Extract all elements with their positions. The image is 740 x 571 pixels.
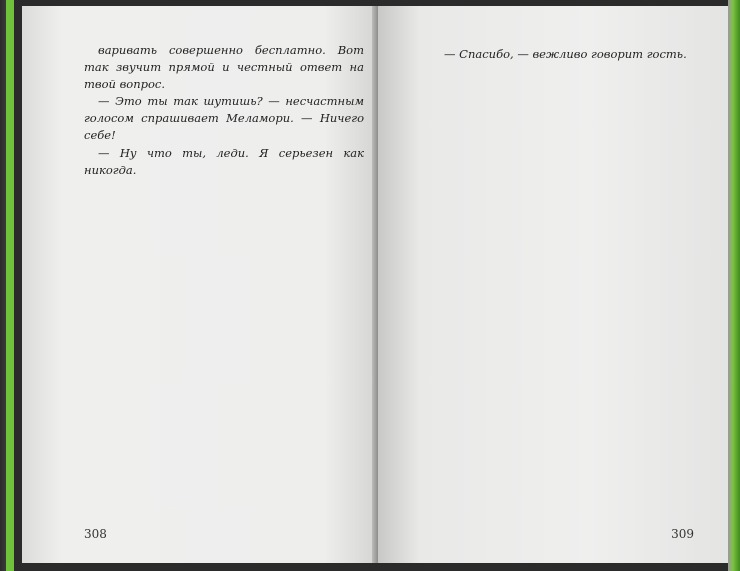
paragraph: — Это ты так шутишь? — несчастным голосом спрашивает Меламори. — Ничего себе! — [84, 94, 364, 143]
left-page-number: 308 — [84, 527, 107, 541]
page-edge — [728, 0, 740, 571]
right-page — [378, 6, 728, 563]
left-page-text — [84, 42, 364, 179]
left-page — [22, 6, 378, 563]
right-page-number: 309 — [671, 527, 694, 541]
paragraph: варивать совершенно бесплатно. Вот так звучит прямой и честный ответ на твой вопрос. — [84, 43, 364, 92]
right-page-text — [430, 46, 694, 63]
paragraph: — Ну что ты, леди. Я серьезен как никогда. — [84, 145, 364, 177]
paragraph: — Спасибо, — вежливо говорит гость. — [444, 47, 687, 61]
